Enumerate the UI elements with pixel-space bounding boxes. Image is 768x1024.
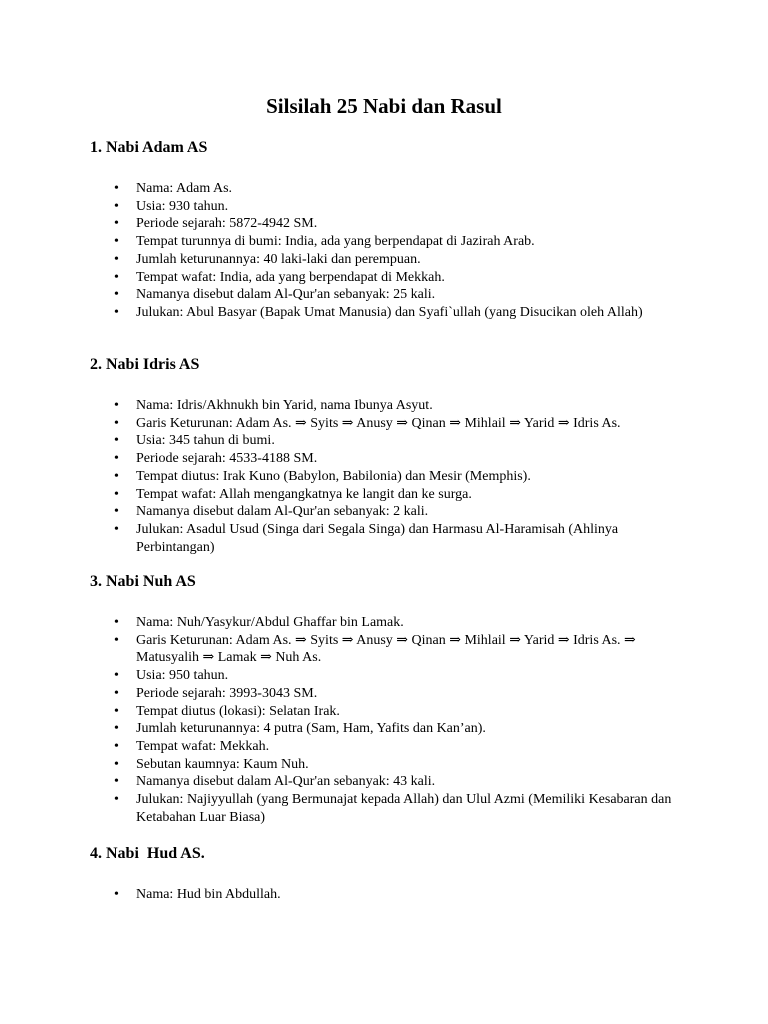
list-item-text: Julukan: Abul Basyar (Bapak Umat Manusia) dan Syafi`ullah (yang Disucikan oleh Allah) [136, 304, 643, 320]
list-item [90, 703, 676, 721]
bullet-icon: • [114, 198, 119, 214]
list-item [90, 286, 676, 304]
bullet-icon: • [114, 287, 119, 303]
list-item-text: Tempat diutus (lokasi): Selatan Irak. [136, 703, 340, 719]
list-item-text: Tempat turunnya di bumi: India, ada yang berpendapat di Jazirah Arab. [136, 234, 535, 250]
list-item-text: Garis Keturunan: Adam As. ⇒ Syits ⇒ Anusy ⇒ Qinan ⇒ Mihlail ⇒ Yarid ⇒ Idris As. [136, 415, 621, 431]
bullet-icon: • [114, 504, 119, 520]
list-item [90, 397, 676, 415]
list-item-text: Namanya disebut dalam Al-Qur'an sebanyak: 25 kali. [136, 287, 436, 303]
list-item [90, 486, 676, 504]
section-heading: 4. Nabi Hud AS. [90, 845, 205, 862]
list-item-text: Nama: Nuh/Yasykur/Abdul Ghaffar bin Lamak. [136, 615, 404, 630]
page-title: Silsilah 25 Nabi dan Rasul [266, 94, 502, 118]
bullet-icon: • [114, 251, 119, 267]
list-item [90, 468, 676, 486]
bullet-icon: • [114, 615, 119, 630]
list-item [90, 503, 676, 521]
list-item-text: Garis Keturunan: Adam As. ⇒ Syits ⇒ Anusy ⇒ Qinan ⇒ Mihlail ⇒ Yarid ⇒ Idris As. ⇒ Matusyalih ⇒ Lamak ⇒ Nuh As. [136, 632, 636, 666]
list-item [90, 432, 676, 450]
list-item [90, 773, 676, 791]
list-item [90, 269, 676, 287]
list-item [90, 667, 676, 685]
list-item [90, 791, 676, 826]
bullet-icon: • [114, 234, 119, 250]
detail-list [90, 180, 690, 322]
list-item-text: Jumlah keturunannya: 40 laki-laki dan perempuan. [136, 251, 421, 267]
list-item-text: Tempat wafat: Allah mengangkatnya ke langit dan ke surga. [136, 486, 472, 502]
list-item [90, 198, 676, 216]
bullet-icon: • [114, 398, 119, 413]
list-item [90, 685, 676, 703]
list-item [90, 614, 676, 632]
list-item-text: Usia: 930 tahun. [136, 198, 229, 214]
bullet-icon: • [114, 632, 119, 648]
list-item [90, 720, 676, 738]
bullet-icon: • [114, 685, 119, 701]
list-item [90, 251, 676, 269]
list-item-text: Usia: 345 tahun di bumi. [136, 433, 275, 449]
section-nabi-adam [90, 137, 690, 322]
list-item [90, 738, 676, 756]
list-item [90, 756, 676, 774]
list-item-text: Namanya disebut dalam Al-Qur'an sebanyak: 43 kali. [136, 774, 436, 790]
list-item [90, 215, 676, 233]
bullet-icon: • [114, 887, 119, 902]
detail-list [90, 397, 690, 556]
list-item-text: Tempat diutus: Irak Kuno (Babylon, Babilonia) dan Mesir (Memphis). [136, 468, 531, 484]
list-item-text: Nama: Hud bin Abdullah. [136, 887, 281, 902]
list-item-text: Periode sejarah: 5872-4942 SM. [136, 216, 318, 232]
bullet-icon: • [114, 451, 119, 467]
list-item-text: Nama: Idris/Akhnukh bin Yarid, nama Ibunya Asyut. [136, 398, 433, 413]
list-item-text: Nama: Adam As. [136, 181, 233, 196]
section-nabi-nuh [90, 571, 690, 826]
bullet-icon: • [114, 774, 119, 790]
list-item [90, 180, 676, 198]
bullet-icon: • [114, 486, 119, 502]
detail-list [90, 614, 690, 826]
list-item-text: Namanya disebut dalam Al-Qur'an sebanyak: 2 kali. [136, 504, 429, 520]
bullet-icon: • [114, 756, 119, 772]
bullet-icon: • [114, 433, 119, 449]
list-item [90, 450, 676, 468]
bullet-icon: • [114, 304, 119, 320]
section-nabi-hud [90, 843, 690, 904]
section-heading: 1. Nabi Adam AS [90, 139, 208, 156]
list-item [90, 886, 676, 904]
list-item-text: Jumlah keturunannya: 4 putra (Sam, Ham, Yafits dan Kan’an). [136, 721, 486, 737]
list-item-text: Usia: 950 tahun. [136, 668, 229, 684]
list-item-text: Julukan: Asadul Usud (Singa dari Segala Singa) dan Harmasu Al-Haramisah (Ahlinya Perbintangan) [136, 521, 619, 555]
list-item [90, 415, 676, 433]
bullet-icon: • [114, 181, 119, 196]
bullet-icon: • [114, 521, 119, 537]
bullet-icon: • [114, 792, 119, 808]
bullet-icon: • [114, 269, 119, 285]
bullet-icon: • [114, 721, 119, 737]
list-item [90, 632, 676, 667]
bullet-icon: • [114, 668, 119, 684]
bullet-icon: • [114, 703, 119, 719]
list-item [90, 521, 676, 556]
bullet-icon: • [114, 415, 119, 431]
list-item-text: Periode sejarah: 3993-3043 SM. [136, 685, 318, 701]
bullet-icon: • [114, 738, 119, 754]
bullet-icon: • [114, 468, 119, 484]
list-item-text: Julukan: Najiyyullah (yang Bermunajat kepada Allah) dan Ulul Azmi (Memiliki Kesabaran dan Ketabahan Luar Biasa) [136, 792, 672, 825]
list-item-text: Periode sejarah: 4533-4188 SM. [136, 451, 318, 467]
list-item-text: Sebutan kaumnya: Kaum Nuh. [136, 756, 309, 772]
bullet-icon: • [114, 216, 119, 232]
list-item-text: Tempat wafat: Mekkah. [136, 738, 270, 754]
list-item-text: Tempat wafat: India, ada yang berpendapat di Mekkah. [136, 269, 445, 285]
section-heading: 2. Nabi Idris AS [90, 356, 200, 373]
section-heading: 3. Nabi Nuh AS [90, 573, 196, 590]
list-item [90, 304, 676, 322]
list-item [90, 233, 676, 251]
detail-list [90, 886, 690, 904]
section-nabi-idris [90, 354, 690, 556]
